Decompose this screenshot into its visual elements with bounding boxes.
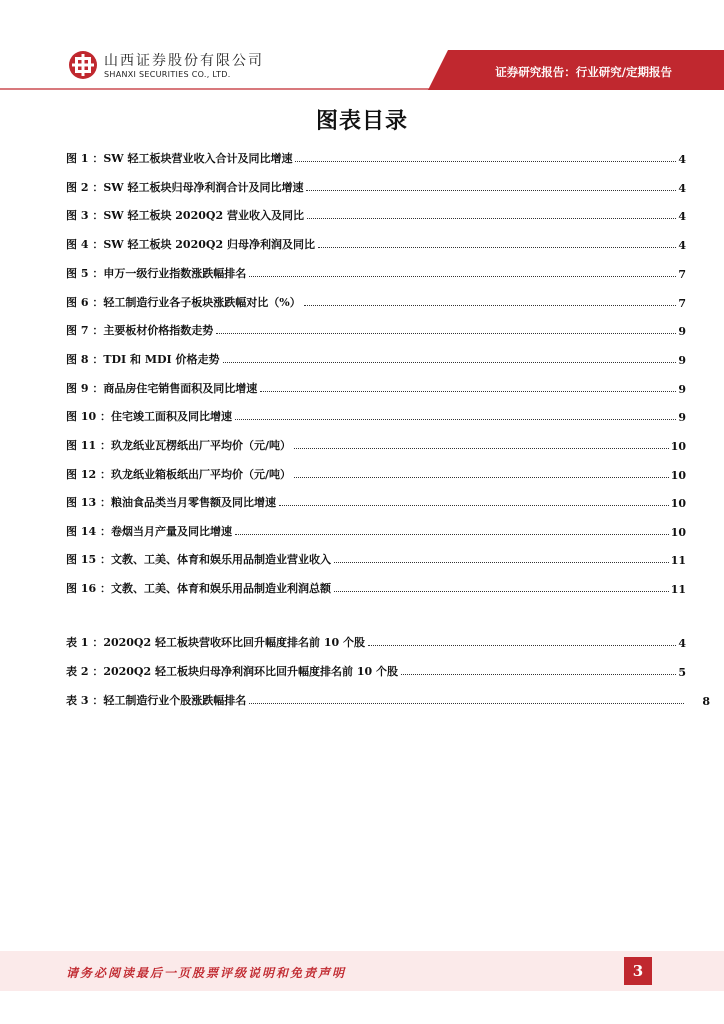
dot-leader: [306, 190, 676, 191]
toc-entry-figure-9[interactable]: [66, 380, 686, 396]
dot-leader: [334, 591, 669, 592]
toc-label: 表 1 ：2020Q2 轻工板块营收环比回升幅度排名前 10 个股: [66, 636, 365, 649]
dot-leader: [368, 645, 676, 646]
toc-page-number: 7: [678, 268, 686, 281]
toc-page-number: 7: [678, 297, 686, 310]
toc-label: 图 14 ：卷烟当月产量及同比增速: [66, 525, 232, 538]
dot-leader: [249, 276, 676, 277]
toc-label: 表 3 ：轻工制造行业个股涨跌幅排名: [66, 694, 247, 707]
toc-entry-figure-6[interactable]: [66, 294, 686, 310]
dot-leader: [260, 391, 676, 392]
toc-page-number: 9: [678, 411, 686, 424]
toc-page-number: 11: [670, 554, 686, 567]
toc-page-number: 9: [678, 383, 686, 396]
toc-page-number: 9: [678, 354, 686, 367]
toc-page-number: 5: [678, 666, 686, 679]
toc-label: 图 6 ：轻工制造行业各子板块涨跌幅对比（%）: [66, 296, 301, 309]
dot-leader: [401, 674, 676, 675]
toc-page-number: 9: [678, 325, 686, 338]
toc-entry-figure-4[interactable]: [66, 236, 686, 252]
toc-label: 图 16 ：文教、工美、体育和娱乐用品制造业利润总额: [66, 582, 331, 595]
toc-entry-figure-7[interactable]: [66, 322, 686, 338]
toc-entry-figure-14[interactable]: [66, 523, 686, 539]
toc-entry-table-3[interactable]: [66, 692, 710, 708]
toc-label: 图 9 ：商品房住宅销售面积及同比增速: [66, 382, 258, 395]
page-title: 图表目录: [315, 109, 408, 134]
toc-label: 图 10 ：住宅竣工面积及同比增速: [66, 410, 232, 423]
toc-label: 图 8 ：TDI 和 MDI 价格走势: [66, 353, 220, 366]
toc-page-number: 4: [678, 210, 686, 223]
dot-leader: [216, 333, 676, 334]
toc-label: 图 3 ：SW 轻工板块 2020Q2 营业收入及同比: [66, 209, 304, 222]
dot-leader: [235, 419, 676, 420]
toc-label: 图 12 ：玖龙纸业箱板纸出厂平均价（元/吨）: [66, 468, 291, 481]
dot-leader: [279, 505, 669, 506]
toc-entry-figure-3[interactable]: [66, 207, 686, 223]
company-name-cn: 山西证券股份有限公司: [104, 53, 264, 69]
toc-page-number: 10: [670, 440, 686, 453]
toc-page-number: 4: [678, 637, 686, 650]
dot-leader: [223, 362, 677, 363]
toc-label: 图 13 ：粮油食品类当月零售额及同比增速: [66, 496, 276, 509]
dot-leader: [294, 477, 669, 478]
toc-label: 图 5 ：申万一级行业指数涨跌幅排名: [66, 267, 247, 280]
dot-leader: [249, 703, 684, 704]
toc-label: 图 7 ：主要板材价格指数走势: [66, 324, 214, 337]
toc-entry-table-2[interactable]: [66, 663, 686, 679]
shanxi-securities-logo-icon: [68, 50, 98, 80]
toc-label: 图 2 ：SW 轻工板块归母净利润合计及同比增速: [66, 181, 304, 194]
dot-leader: [307, 218, 676, 219]
dot-leader: [318, 247, 676, 248]
toc-entry-figure-10[interactable]: [66, 408, 686, 424]
dot-leader: [294, 448, 669, 449]
toc-entry-figure-5[interactable]: [66, 265, 686, 281]
toc-label: 图 4 ：SW 轻工板块 2020Q2 归母净利润及同比: [66, 238, 315, 251]
disclaimer-notice: 请务必阅读最后一页股票评级说明和免责声明: [66, 966, 347, 980]
dot-leader: [235, 534, 669, 535]
toc-entry-figure-13[interactable]: [66, 494, 686, 510]
toc-label: 图 15 ：文教、工美、体育和娱乐用品制造业营业收入: [66, 553, 331, 566]
toc-page-number: 10: [670, 526, 686, 539]
dot-leader: [295, 161, 676, 162]
dot-leader: [304, 305, 677, 306]
toc-label: 图 1 ：SW 轻工板块营业收入合计及同比增速: [66, 152, 293, 165]
toc-page-number: 4: [678, 239, 686, 252]
page-number: 3: [624, 957, 652, 985]
toc-page-number: 10: [670, 469, 686, 482]
toc-entry-figure-16[interactable]: [66, 580, 686, 596]
toc-entry-table-1[interactable]: [66, 634, 686, 650]
toc-entry-figure-11[interactable]: [66, 437, 686, 453]
toc-page-number: 4: [678, 153, 686, 166]
toc-page-number: 11: [670, 583, 686, 596]
toc-entry-figure-15[interactable]: [66, 551, 686, 567]
toc-entry-figure-2[interactable]: [66, 179, 686, 195]
company-name-en: SHANXI SECURITIES CO., LTD.: [104, 70, 231, 79]
toc-page-number: 10: [670, 497, 686, 510]
toc-page-number: 8: [702, 695, 710, 708]
toc-entry-figure-12[interactable]: [66, 466, 686, 482]
toc-entry-figure-8[interactable]: [66, 351, 686, 367]
toc-label: 表 2 ：2020Q2 轻工板块归母净利润环比回升幅度排名前 10 个股: [66, 665, 398, 678]
toc-label: 图 11 ：玖龙纸业瓦楞纸出厂平均价（元/吨）: [66, 439, 291, 452]
toc-entry-figure-1[interactable]: [66, 150, 686, 166]
dot-leader: [334, 562, 669, 563]
toc-page-number: 4: [678, 182, 686, 195]
report-type: 证券研究报告：行业研究/定期报告: [495, 65, 672, 79]
